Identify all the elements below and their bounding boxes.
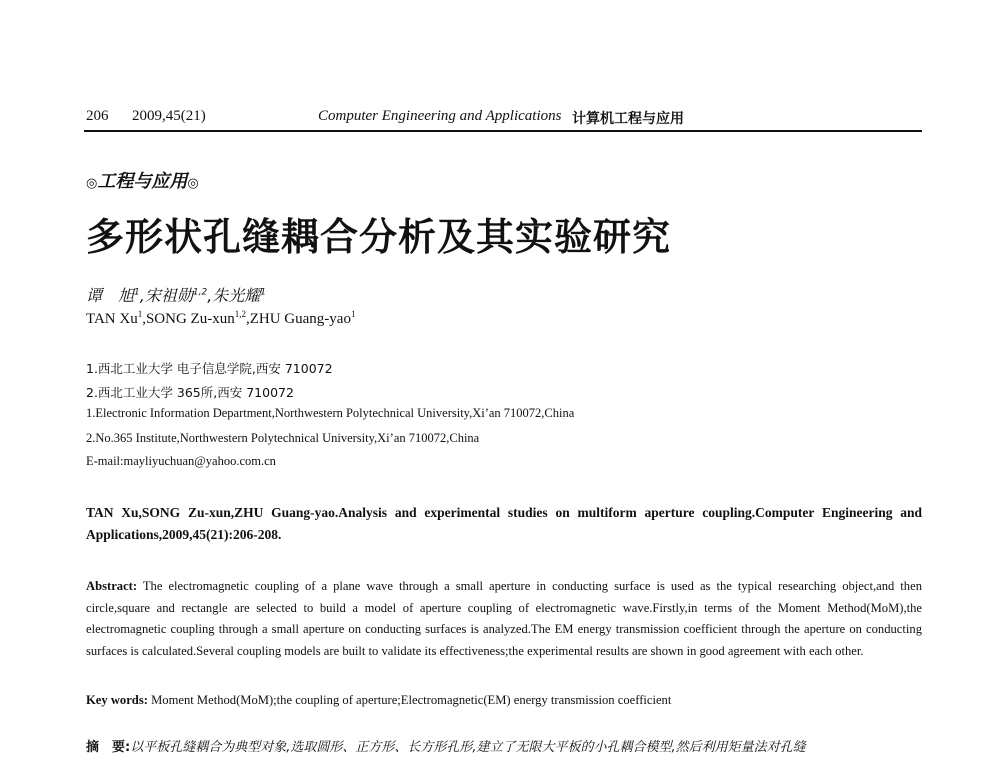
citation: TAN Xu,SONG Zu-xun,ZHU Guang-yao.Analysis and experimental studies on multiform aperture coupling.Computer Engineering and Applications,2009,45(21):206-208. <box>86 505 922 542</box>
section-tag <box>86 167 199 193</box>
keywords <box>86 693 671 708</box>
page-number: 206 <box>86 108 109 124</box>
section-label: 工程与应用 <box>97 171 188 192</box>
author-2-cn: 宋祖勋 <box>144 286 193 305</box>
journal-name-cn: 计算机工程与应用 <box>572 111 684 127</box>
keywords-text: Moment Method(MoM);the coupling of aperture;Electromagnetic(EM) energy transmission coefficient <box>151 693 672 707</box>
abstract-label: Abstract: <box>86 579 138 593</box>
affiliation-1-en: 1.Electronic Information Department,Northwestern Polytechnical University,Xi’an 710072,China <box>86 406 575 420</box>
author-3-en: ZHU Guang-yao <box>249 311 351 327</box>
author-1-en: TAN Xu <box>86 311 138 327</box>
affiliation-2-cn: 2.西北工业大学 365所,西安 710072 <box>86 385 294 400</box>
running-header <box>86 104 922 130</box>
email: E-mail:mayliyuchuan@yahoo.com.cn <box>86 454 276 468</box>
abstract-en <box>86 576 922 662</box>
abstract-cn-label: 摘 要: <box>86 740 131 755</box>
affiliation-2-en: 2.No.365 Institute,Northwestern Polytechnical University,Xi’an 710072,China <box>86 431 480 445</box>
author-2-en: SONG Zu-xun <box>145 311 235 327</box>
authors-en: TAN Xu$^1$,SONG Zu-xun$^{1,2}$,ZHU Guang-yao$^1$ <box>86 309 356 327</box>
affiliation-1-cn: 1.西北工业大学 电子信息学院,西安 710072 <box>86 361 333 376</box>
circle-bullet-icon: ◎ <box>86 176 98 191</box>
issue-info: 2009,45(21) <box>132 108 206 124</box>
header-rule <box>84 130 922 132</box>
keywords-label: Key words: <box>86 693 148 707</box>
journal-name-en: Computer Engineering and Applications <box>318 108 562 124</box>
circle-bullet-icon: ◎ <box>187 176 199 191</box>
abstract-text: The electromagnetic coupling of a plane wave through a small aperture in conducting surface is used as the typical researching object,and then circle,square and rectangle are selected to build a model of aperture coupling of electromagnetic wave.Firstly,in terms of the Moment Method(MoM),the electromagnetic coupling through a small aperture on conducting surfaces is analyzed.The EM energy transmission coefficient through the aperture on conducting surfaces is calculated.Several coupling models are built to validate its effectiveness;the experimental results are shown in good agreement with each other. <box>86 579 922 658</box>
paper-title: 多形状孔缝耦合分析及其实验研究 <box>86 214 672 259</box>
author-1-cn: 谭 旭 <box>86 286 135 305</box>
abstract-cn <box>86 736 926 755</box>
author-3-cn: 朱光耀 <box>212 286 261 305</box>
authors-cn: 谭 旭$^1$,宋祖勋$^{1,2}$,朱光耀$^1$ <box>86 286 267 305</box>
abstract-cn-text: 以平板孔缝耦合为典型对象,选取圆形、正方形、长方形孔形,建立了无限大平板的小孔耦合模型,然后利用矩量法对孔缝 <box>130 740 806 755</box>
